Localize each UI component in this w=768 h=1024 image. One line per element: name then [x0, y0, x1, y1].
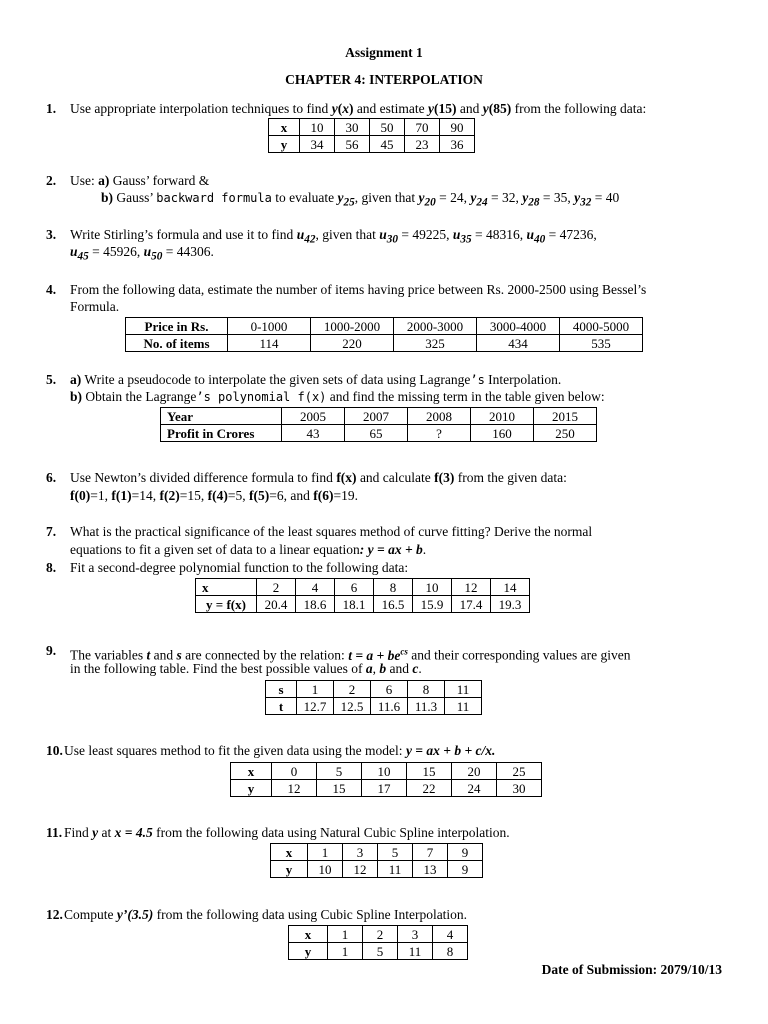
q11-y-cell: 10: [308, 861, 343, 878]
q1-y-cell: 56: [335, 136, 370, 153]
q11-x-cell: 7: [413, 844, 448, 861]
q3-line1: Write Stirling’s formula and use it to find $u_{42}$, given that $u_{30} = 49225$, $u_{35} = 48316$, $u_{40} = 47236$,: [70, 227, 597, 246]
q4-items-cell: 114: [228, 335, 311, 352]
q10-y-cell: 24: [452, 780, 497, 797]
q4-table: [125, 317, 643, 352]
q12-y-label: y: [289, 943, 328, 960]
q11-y-cell: 9: [448, 861, 483, 878]
q5-number: 5.: [46, 372, 57, 387]
q10-x-cell: 25: [497, 763, 542, 780]
q9-s-cell: 8: [408, 681, 445, 698]
q9-s-cell: 2: [334, 681, 371, 698]
q1-table: [268, 118, 475, 153]
q5-year-label: Year: [161, 408, 282, 425]
q12-y-cell: 5: [363, 943, 398, 960]
q7-line1: What is the practical significance of the least squares method of curve fitting? Derive the normal: [70, 524, 593, 539]
q12-x-cell: 2: [363, 926, 398, 943]
q11-y-cell: 11: [378, 861, 413, 878]
q9-s-cell: 11: [445, 681, 482, 698]
submission-date: Date of Submission: 2079/10/13: [541, 962, 722, 977]
q8-y-cell: 18.6: [296, 596, 335, 613]
q4-items-cell: 434: [477, 335, 560, 352]
q12-x-label: x: [289, 926, 328, 943]
q8-y-cell: 17.4: [452, 596, 491, 613]
q9-t-label: t: [266, 698, 297, 715]
q4-price-cell: 1000-2000: [311, 318, 394, 335]
q11-x-cell: 3: [343, 844, 378, 861]
q10-x-cell: 0: [272, 763, 317, 780]
q12-x-cell: 3: [398, 926, 433, 943]
q12-line1: Compute y’(3.5) from the following data using Cubic Spline Interpolation.: [64, 907, 468, 922]
q9-s-cell: 6: [371, 681, 408, 698]
q8-x-cell: 12: [452, 579, 491, 596]
q10-x-cell: 10: [362, 763, 407, 780]
q8-x-cell: 8: [374, 579, 413, 596]
q3-number: 3.: [46, 227, 57, 242]
q6-line1: Use Newton’s divided difference formula to find f(x) and calculate f(3) from the given data:: [70, 470, 567, 485]
q9-s-cell: 1: [297, 681, 334, 698]
q8-x-cell: 6: [335, 579, 374, 596]
q11-x-cell: 5: [378, 844, 413, 861]
q12-y-cell: 8: [433, 943, 468, 960]
q8-y-cell: 18.1: [335, 596, 374, 613]
q8-line1: Fit a second-degree polynomial function to the following data:: [70, 560, 409, 575]
q2-line2: b) Gauss’ backward formula to evaluate $y_{25}$, given that $y_{20} = 24$, $y_{24} = 32$, $y_{28} = 35$, $y_{32} = 40$: [101, 190, 620, 209]
q12-y-cell: 1: [328, 943, 363, 960]
q5-year-cell: 2015: [534, 408, 597, 425]
q11-y-cell: 13: [413, 861, 448, 878]
q5-year-cell: 2007: [345, 408, 408, 425]
q9-line1: The variables t and s are connected by the relation: $t = a + be^{cs}$ and their corresponding values are given: [70, 646, 631, 663]
q8-x-cell: 2: [257, 579, 296, 596]
q11-y-label: y: [271, 861, 308, 878]
q4-line2: Formula.: [70, 299, 120, 314]
q9-t-cell: 12.5: [334, 698, 371, 715]
q9-s-label: s: [266, 681, 297, 698]
q10-line1: Use least squares method to fit the given data using the model: y = ax + b + c/x.: [64, 743, 496, 758]
q8-y-cell: 19.3: [491, 596, 530, 613]
q11-x-cell: 1: [308, 844, 343, 861]
q7-number: 7.: [46, 524, 57, 539]
q5-year-cell: 2010: [471, 408, 534, 425]
assignment-title: Assignment 1: [345, 45, 423, 60]
q12-table: [288, 925, 468, 960]
q1-x-cell: 70: [405, 119, 440, 136]
q1-y-cell: 36: [440, 136, 475, 153]
q11-number: 11.: [46, 825, 63, 840]
q5-line1: a) Write a pseudocode to interpolate the given sets of data using Lagrange’s Interpolation.: [70, 372, 562, 387]
q9-number: 9.: [46, 643, 57, 658]
q6-number: 6.: [46, 470, 57, 485]
q10-x-label: x: [231, 763, 272, 780]
q9-line2: in the following table. Find the best possible values of a, b and c.: [70, 661, 422, 676]
q4-items-cell: 325: [394, 335, 477, 352]
q8-x-label: x: [196, 579, 257, 596]
q11-x-label: x: [271, 844, 308, 861]
q1-number: 1.: [46, 101, 57, 116]
q10-number: 10.: [46, 743, 63, 758]
q10-y-cell: 12: [272, 780, 317, 797]
q9-table: [265, 680, 482, 715]
q2-line1: Use: a) Gauss’ forward &: [70, 173, 210, 188]
q8-y-label: y = f(x): [196, 596, 257, 613]
q11-table: [270, 843, 483, 878]
q4-price-label: Price in Rs.: [126, 318, 228, 335]
q8-x-cell: 4: [296, 579, 335, 596]
q5-table: [160, 407, 597, 442]
q2-number: 2.: [46, 173, 57, 188]
q8-y-cell: 20.4: [257, 596, 296, 613]
q3-line2: $u_{45} = 45926$, $u_{50} = 44306$.: [70, 244, 214, 263]
q8-table: [195, 578, 530, 613]
q11-y-cell: 12: [343, 861, 378, 878]
q5-profit-cell: 250: [534, 425, 597, 442]
q6-line2: f(0)=1, f(1)=14, f(2)=15, f(4)=5, f(5)=6, and f(6)=19.: [70, 488, 358, 503]
q12-y-cell: 11: [398, 943, 433, 960]
q5-year-cell: 2005: [282, 408, 345, 425]
q1-y-cell: 45: [370, 136, 405, 153]
q8-x-cell: 10: [413, 579, 452, 596]
q10-y-cell: 22: [407, 780, 452, 797]
q4-price-cell: 4000-5000: [560, 318, 643, 335]
q10-y-label: y: [231, 780, 272, 797]
q1-y-cell: 23: [405, 136, 440, 153]
q7-line2: equations to fit a given set of data to a linear equation: y = ax + b.: [70, 542, 427, 557]
q1-x-cell: 10: [300, 119, 335, 136]
q11-line1: Find y at x = 4.5 from the following data using Natural Cubic Spline interpolation.: [64, 825, 510, 840]
q4-items-label: No. of items: [126, 335, 228, 352]
q10-y-cell: 30: [497, 780, 542, 797]
q4-items-cell: 535: [560, 335, 643, 352]
q12-x-cell: 4: [433, 926, 468, 943]
q10-x-cell: 20: [452, 763, 497, 780]
q9-t-cell: 11.3: [408, 698, 445, 715]
q9-t-cell: 11.6: [371, 698, 408, 715]
q4-price-cell: 3000-4000: [477, 318, 560, 335]
q1-x-label: x: [269, 119, 300, 136]
q4-items-cell: 220: [311, 335, 394, 352]
q1-text: Use appropriate interpolation techniques to find y(x) and estimate y(15) and y(85) from the following data:: [70, 101, 647, 116]
q12-x-cell: 1: [328, 926, 363, 943]
q1-y-label: y: [269, 136, 300, 153]
q11-x-cell: 9: [448, 844, 483, 861]
q4-number: 4.: [46, 282, 57, 297]
q4-line1: From the following data, estimate the number of items having price between Rs. 2000-2500 using Bessel’s: [70, 282, 647, 297]
q8-y-cell: 15.9: [413, 596, 452, 613]
q5-profit-label: Profit in Crores: [161, 425, 282, 442]
q10-x-cell: 15: [407, 763, 452, 780]
q10-x-cell: 5: [317, 763, 362, 780]
q5-profit-cell: 65: [345, 425, 408, 442]
q1-x-cell: 30: [335, 119, 370, 136]
q5-profit-cell: ?: [408, 425, 471, 442]
q8-x-cell: 14: [491, 579, 530, 596]
q8-y-cell: 16.5: [374, 596, 413, 613]
q5-profit-cell: 43: [282, 425, 345, 442]
q5-line2: b) Obtain the Lagrange’s polynomial f(x) and find the missing term in the table given below:: [70, 389, 605, 404]
q1-x-cell: 50: [370, 119, 405, 136]
q1-y-cell: 34: [300, 136, 335, 153]
q4-price-cell: 2000-3000: [394, 318, 477, 335]
q8-number: 8.: [46, 560, 57, 575]
q9-t-cell: 12.7: [297, 698, 334, 715]
q1-x-cell: 90: [440, 119, 475, 136]
q5-profit-cell: 160: [471, 425, 534, 442]
chapter-title: CHAPTER 4: INTERPOLATION: [285, 72, 483, 87]
q5-year-cell: 2008: [408, 408, 471, 425]
q10-table: [230, 762, 542, 797]
q4-price-cell: 0-1000: [228, 318, 311, 335]
q9-t-cell: 11: [445, 698, 482, 715]
q10-y-cell: 15: [317, 780, 362, 797]
q12-number: 12.: [46, 907, 63, 922]
q10-y-cell: 17: [362, 780, 407, 797]
